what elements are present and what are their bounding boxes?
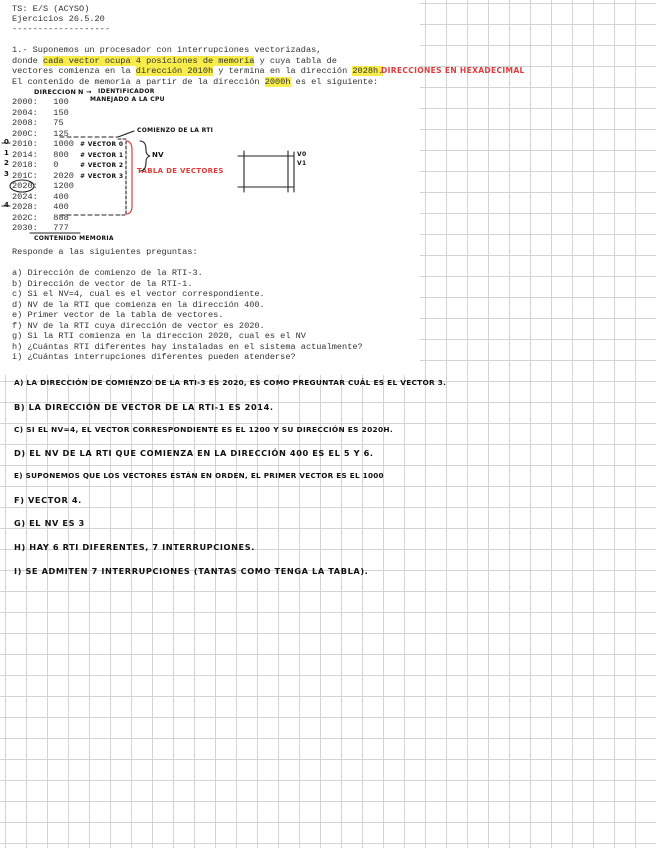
answer-g: G) EL NV ES 3 — [14, 518, 85, 528]
memory-row: 2004: 150 — [12, 107, 69, 118]
dashed-box-right — [118, 139, 126, 215]
answer-h: H) HAY 6 RTI DIFERENTES, 7 INTERRUPCIONES. — [14, 542, 255, 552]
nv-brace — [140, 141, 150, 171]
answer-f: F) VECTOR 4. — [14, 495, 82, 505]
highlight-4-positions: cada vector ocupa 4 posiciones de memoria — [42, 55, 255, 66]
memory-row: 202C: 888 — [12, 212, 69, 223]
answer-i: I) SE ADMITEN 7 INTERRUPCIONES (TANTAS COMO TENGA LA TABLA). — [14, 566, 369, 576]
memory-row: 2020: 1200 — [12, 181, 74, 191]
question-c: c) Si el NV=4, cual es el vector correspondiente. — [12, 289, 265, 299]
vector-3-label: # VECTOR 3 — [80, 172, 124, 180]
answer-d: D) EL NV DE LA RTI QUE COMIENZA EN LA DIRECCIÓN 400 ES EL 5 Y 6. — [14, 448, 374, 458]
memory-row: 201C: 2020 — [12, 170, 74, 181]
memory-row: 2014: 800 — [12, 149, 69, 160]
question-b: b) Dirección de vector de la RTI-1. — [12, 278, 193, 289]
question-d: d) NV de la RTI que comienza en la dirección 400. — [12, 299, 265, 310]
n-arrow-label: N → — [78, 88, 92, 96]
margin-num-0: 0 — [4, 138, 10, 146]
answer-c: C) SI EL NV=4, EL VECTOR CORRESPONDIENTE ES EL 1200 Y SU DIRECCIÓN ES 2020H. — [14, 425, 394, 434]
memory-row: 2018: 0 — [12, 160, 59, 170]
identificador-label: IDENTIFICADOR — [98, 88, 155, 95]
highlight-2000h: 2000h — [264, 76, 291, 87]
margin-num-2: 2 — [4, 159, 10, 167]
manejado-label: MANEJADO A LA CPU — [90, 96, 165, 103]
margin-num-1: 1 — [4, 148, 10, 157]
margin-num-3: 3 — [4, 169, 10, 178]
questions-intro: Responde a las siguientes preguntas: — [12, 247, 198, 257]
tabla-bracket — [126, 141, 132, 214]
answer-b: B) LA DIRECCIÓN DE VECTOR DE LA RTI-1 ES 2014. — [14, 402, 274, 412]
doc-title: TS: E/S (ACYSO) — [12, 4, 90, 14]
problem-line-2: donde cada vector ocupa 4 posiciones de memoria y cuya tabla de — [12, 55, 337, 66]
vector-0-label: # VECTOR 0 — [80, 141, 124, 148]
vector-2-label: # VECTOR 2 — [80, 162, 124, 169]
table-sketch — [238, 151, 294, 192]
circle-2020 — [10, 180, 34, 192]
memory-row: 200C: 125 — [12, 128, 69, 139]
comienzo-arrow — [118, 131, 134, 137]
question-e: e) Primer vector de la tabla de vectores. — [12, 310, 224, 320]
question-i: i) ¿Cuántas interrupciones diferentes pueden atenderse? — [12, 352, 296, 362]
question-a: a) Dirección de comienzo de la RTI-3. — [12, 268, 203, 278]
box-v0-label: V0 — [297, 151, 307, 158]
nv-label: NV — [152, 151, 164, 159]
hex-note: DIRECCIONES EN HEXADECIMAL — [381, 66, 525, 75]
highlight-end-address: 2028h. — [352, 66, 384, 76]
memory-row: 2010: 1000 — [12, 139, 74, 149]
memory-row: 2008: 75 — [12, 118, 64, 128]
problem-line-4: El contenido de memoria a partir de la dirección 2000h es el siguiente: — [12, 76, 379, 87]
memory-row: 2030: 777 — [12, 223, 69, 233]
direccion-label: DIRECCION — [34, 88, 77, 96]
memory-row: 2028: 400 — [12, 202, 69, 212]
vector-1-label: # VECTOR 1 — [80, 151, 124, 159]
problem-line-1: 1.- Suponemos un procesador con interrupciones vectorizadas, — [12, 45, 322, 55]
margin-num-4: 4 — [4, 201, 10, 209]
memory-row: 2024: 400 — [12, 191, 69, 202]
problem-line-3: vectores comienza en la dirección 2010h y termina en la dirección 2028h. — [12, 66, 384, 76]
box-v1-label: V1 — [297, 160, 307, 167]
answer-a: A) LA DIRECCIÓN DE COMIENZO DE LA RTI-3 ES 2020, ES COMO PREGUNTAR CUÁL ES EL VECTOR 3. — [14, 378, 447, 387]
memory-row: 2000: 100 — [12, 97, 69, 107]
highlight-start-address: dirección 2010h — [135, 66, 214, 76]
header-rule: ------------------- — [12, 24, 110, 34]
comienzo-rti-label: COMIENZO DE LA RTI — [137, 127, 214, 134]
answer-e: E) SUPONEMOS QUE LOS VECTORES ESTÁN EN ORDEN, EL PRIMER VECTOR ES EL 1000 — [14, 471, 384, 480]
tabla-vectores-label: TABLA DE VECTORES — [137, 167, 224, 175]
doc-subtitle: Ejercicios 26.5.20 — [12, 14, 105, 24]
contenido-memoria-label: CONTENIDO MEMORIA — [34, 235, 114, 242]
question-g: g) Si la RTI comienza en la direccion 2020, cual es el NV — [12, 331, 306, 341]
question-f: f) NV de la RTI cuya dirección de vector es 2020. — [12, 320, 265, 331]
question-h: h) ¿Cuántas RTI diferentes hay instaladas en el sistema actualmente? — [12, 341, 363, 352]
